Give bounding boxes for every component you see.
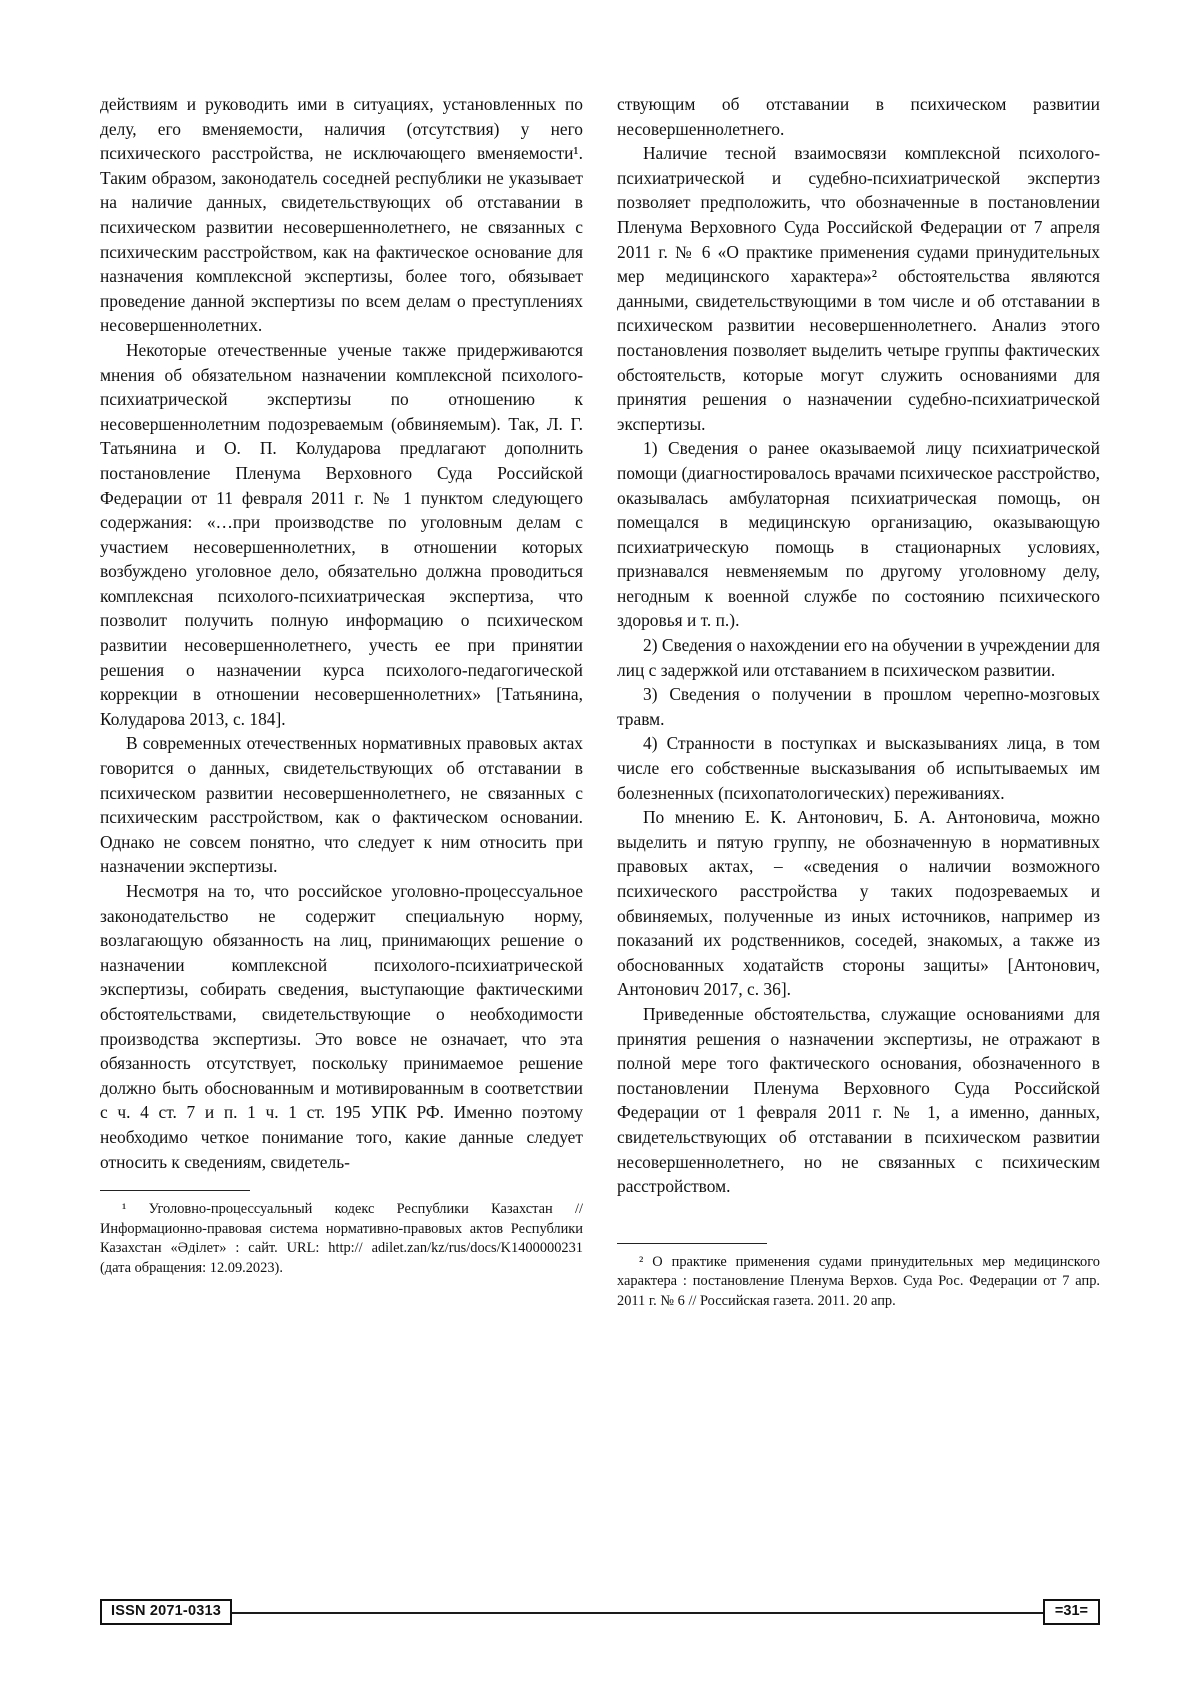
paragraph: Некоторые отечественные ученые также придерживаются мнения об обязательном назначении комплексной психолого-психиатрической экспертизы по отношению к несовершеннолетним подозреваемым (обвиняемым). Так, Л. Г. Татьянина и О. П. Колударова предлагают дополнить постановление Пленума Верховного Суда Российской Федерации от 11 февраля 2011 г. № 1 пунктом следующего содержания: «…при производстве по уголовным делам с участием несовершеннолетних, в отношении которых возбуждено уголовное дело, обязательно должна проводиться комплексная психолого-психиатрическая экспертиза, что позволит получить полную информацию о психическом развитии несовершеннолетнего, учесть ее при принятии решения о назначении курса психолого-педагогической коррекции в отношении несовершеннолетних» [Татьянина, Колударова 2013, с. 184]. <box>100 339 583 729</box>
paragraph: В современных отечественных нормативных правовых актах говорится о данных, свидетельствующих об отставании в психическом развитии несовершеннолетнего, не связанных с психическим расстройством, как о фактическом основании. Однако не совсем понятно, что следует к ним относить при назначении экспертизы. <box>100 733 583 877</box>
paragraph: Несмотря на то, что российское уголовно-процессуальное законодательство не содержит специальную норму, возлагающую обязанность на лиц, принимающих решение о назначении комплексной психолого-психиатрической экспертизы, собирать сведения, выступающие фактическими обстоятельствами, свидетельствующие о необходимости производства экспертизы. Это вовсе не означает, что эта обязанность отсутствует, поскольку принимаемое решение должно быть обоснованным и мотивированным в соответствии с ч. 4 ст. 7 и п. 1 ч. 1 ст. 195 УПК РФ. Именно поэтому необходимо четкое понимание того, какие данные следует относить к сведениям, свидетель- <box>100 881 583 1172</box>
paragraph: Наличие тесной взаимосвязи комплексной психолого-психиатрической и судебно-психиатрической экспертиз позволяет предположить, что обозначенные в постановлении Пленума Верховного Суда Российской Федерации от 7 апреля 2011 г. № 6 «О практике применения судами принудительных мер медицинского характера»² обстоятельства являются данными, свидетельствующими в том числе и об отставании в психическом развитии несовершеннолетнего. Анализ этого постановления позволяет выделить четыре группы фактических обстоятельств, которые могут служить основаниями для принятия решения о назначении судебно-психиатрической экспертизы. <box>617 143 1100 434</box>
page-footer <box>100 1599 1100 1625</box>
footer-rule <box>100 1612 1100 1614</box>
paragraph: 4) Странности в поступках и высказываниях лица, в том числе его собственные высказывания об испытываемых им болезненных (психопатологических) переживаниях. <box>617 733 1100 803</box>
issn-badge: ISSN 2071-0313 <box>100 1599 232 1625</box>
footnote-text: ¹ Уголовно-процессуальный кодекс Республики Казахстан // Информационно-правовая система нормативно-правовых актов Республики Казахстан «Әділет» : сайт. URL: http:// adilet.zan/kz/rus/docs/K1400000231 (дата обращения: 12.09.2023). <box>100 1201 583 1276</box>
right-column <box>617 92 1100 1312</box>
footnote-separator <box>617 1243 767 1244</box>
footnote-text: ² О практике применения судами принудительных мер медицинского характера : постановление Пленума Верхов. Суда Рос. Федерации от 7 апр. 2011 г. № 6 // Российская газета. 2011. 20 апр. <box>617 1253 1100 1309</box>
two-column-body <box>100 92 1100 1312</box>
paragraph: По мнению Е. К. Антонович, Б. А. Антоновича, можно выделить и пятую группу, не обозначенную в нормативных правовых актах, – «сведения о наличии возможного психического расстройства у таких подозреваемых и обвиняемых, полученные из иных источников, например из показаний их родственников, соседей, знакомых, а также из обоснованных ходатайств стороны защиты» [Антонович, Антонович 2017, с. 36]. <box>617 807 1100 1000</box>
right-footnote-block <box>617 1243 1100 1312</box>
footnote-separator <box>100 1190 250 1191</box>
spacer <box>617 1199 1100 1229</box>
left-footnote-block <box>100 1190 583 1278</box>
paragraph: 2) Сведения о нахождении его на обучении в учреждении для лиц с задержкой или отставанием в психическом развитии. <box>617 635 1100 680</box>
paragraph: ствующим об отставании в психическом развитии несовершеннолетнего. <box>617 94 1100 139</box>
left-column <box>100 92 583 1279</box>
paragraph: 1) Сведения о ранее оказываемой лицу психиатрической помощи (диагностировалось врачами психическое расстройство, оказывалась амбулаторная психиатрическая помощь, он помещался в медицинскую организацию, оказывающую психиатрическую помощь в стационарных условиях, признавался невменяемым по другому уголовному делу, негодным к военной службе по состоянию психического здоровья и т. п.). <box>617 438 1100 631</box>
paragraph: Приведенные обстоятельства, служащие основаниями для принятия решения о назначении экспертизы, не отражают в полной мере того фактического основания, обозначенного в постановлении Пленума Верховного Суда Российской Федерации от 1 февраля 2011 г. № 1, а именно, данных, свидетельствующих об отставании в психическом развитии несовершеннолетнего, но не связанных с психическим расстройством. <box>617 1003 1100 1197</box>
paragraph: 3) Сведения о получении в прошлом черепно-мозговых травм. <box>617 684 1100 729</box>
paragraph: действиям и руководить ими в ситуациях, установленных по делу, его вменяемости, наличия (отсутствия) у него психического расстройства, не исключающего вменяемости¹. Таким образом, законодатель соседней республики не указывает на наличие данных, свидетельствующих об отставании в психическом развитии несовершеннолетнего, не связанных с психическим расстройством, как на фактическое основание для назначения комплексной экспертизы, более того, обязывает проведение данной экспертизы по всем делам о преступлениях несовершеннолетних. <box>100 94 583 336</box>
page-number-badge: =31= <box>1043 1599 1100 1625</box>
